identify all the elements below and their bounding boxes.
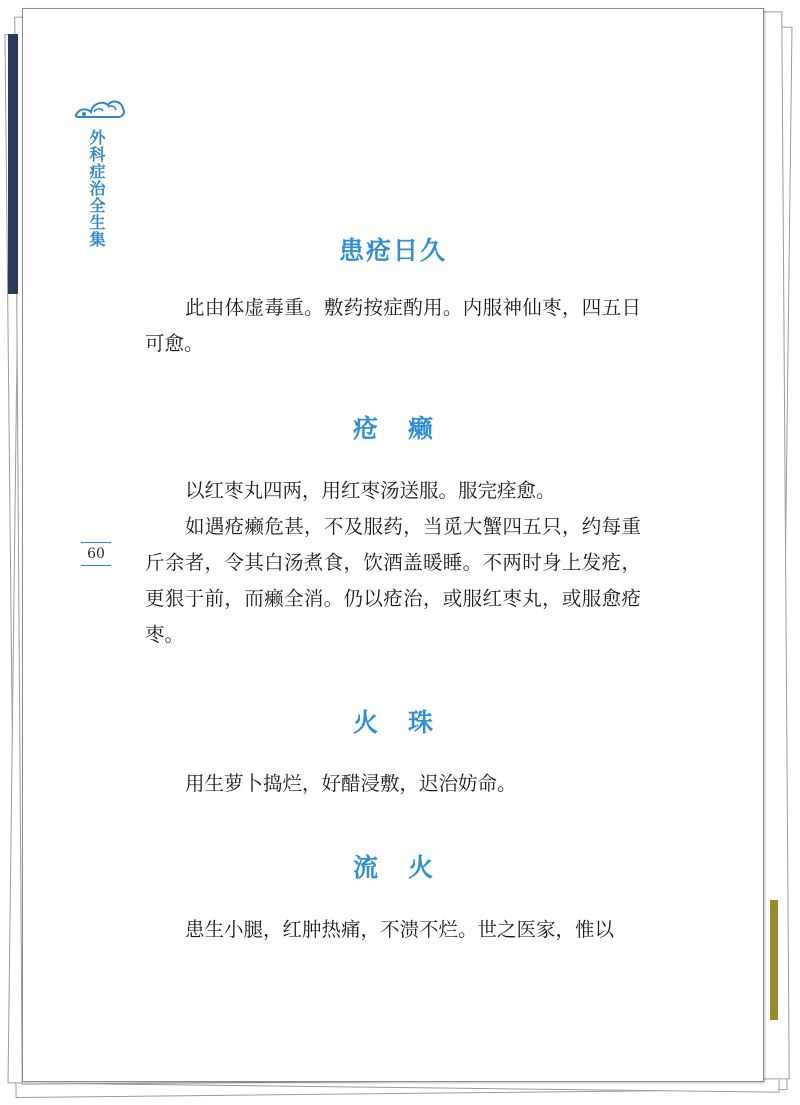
running-head: 外科症治全生集 [87,129,106,248]
page-number-text: 60 [87,546,105,562]
paragraph: 以红枣丸四两，用红枣汤送服。服完痊愈。 [185,479,556,502]
paragraph: 如遇疮癞危甚，不及服药，当觅大蟹四五只，约每重斤余者，令其白汤煮食，饮酒盖暖睡。不两时身上发疮，更狠于前，而癞全消。仍以疮治，或服红枣丸，或服愈疮枣。 [145,515,641,646]
paragraph: 患生小腿，红肿热痛，不溃不烂。世之医家，惟以 [185,918,615,941]
paragraph: 此由体虚毒重。敷药按症酌用。内服神仙枣，四五日可愈。 [145,296,641,355]
section-heading: 疮癞 [352,414,463,443]
section-heading: 患疮日久 [338,236,447,265]
cover-edge [770,900,778,1020]
cloud-icon [74,95,126,121]
section-heading: 流火 [352,853,463,882]
section-heading: 火珠 [352,708,463,737]
page-number [81,539,111,569]
cover-edge [8,34,18,294]
paragraph: 用生萝卜捣烂，好醋浸敷，迟治妨命。 [185,772,517,795]
book-page [22,8,764,1082]
